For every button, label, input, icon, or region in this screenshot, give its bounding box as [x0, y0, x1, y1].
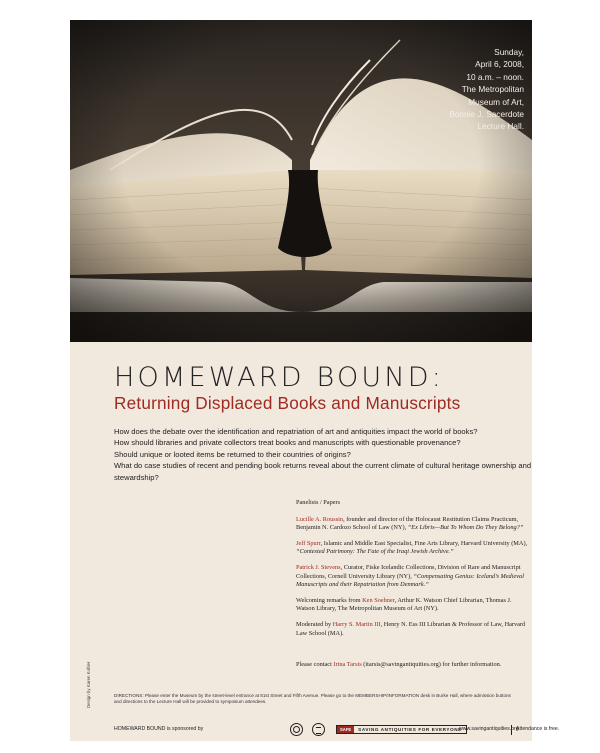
welcome-remarks: [296, 597, 528, 614]
panelist-entry: [296, 564, 528, 590]
question-4: What do case studies of recent and pending book returns reveal about the current climate of cultural heritage ownership and stewardship?: [114, 461, 532, 482]
event-hall-line-1: Bonnie J. Sacerdote: [449, 109, 524, 120]
event-day: Sunday,: [494, 47, 524, 57]
panelist-affiliation: , founder and director of the Holocaust Restitution Claims Practicum, Benjamin N. Cardozo School of Law (NY),: [296, 515, 519, 532]
sponsor-website[interactable]: www.savingantiquities.org: [459, 726, 519, 732]
sponsor-line: [114, 723, 560, 737]
sab-logo-mark: SAFE: [337, 726, 354, 733]
question-1: How does the debate over the identification and repatriation of art and antiquities impact the world of books?: [114, 427, 478, 436]
design-credit: Design by Karen Kohler: [86, 661, 91, 708]
panelist-talk-title: “Ex Libris—But To Whom Do They Belong?”: [407, 524, 524, 532]
event-hall-line-2: Lecture Hall.: [477, 121, 524, 132]
panelist-name: Patrick J. Stevens: [296, 563, 341, 571]
questions-block: [114, 426, 532, 483]
panelist-talk-title: “Contested Patrimony: The Fate of the Iraqi Jewish Archive.”: [296, 548, 454, 556]
contact-details: (itarsis@savingantiquities.org) for further information.: [361, 661, 502, 668]
moderator-prefix: Moderated by: [296, 620, 333, 628]
welcome-speaker-title: , Arthur K. Watson Chief Librarian, Thomas J. Watson Library, The Metropolitan Museum of Art (NY).: [296, 596, 512, 613]
poster-title: HOMEWARD BOUND:: [114, 362, 445, 393]
panel-section: [296, 499, 528, 645]
sponsor-seal-1-icon: [290, 723, 303, 736]
panel-heading: Panelists / Papers: [296, 499, 341, 506]
sponsor-divider: [511, 725, 512, 735]
welcome-prefix: Welcoming remarks from: [296, 596, 363, 604]
event-info: [384, 46, 524, 133]
welcome-speaker-name: Ken Soehner: [362, 596, 395, 604]
poster-subtitle: Returning Displaced Books and Manuscripts: [114, 393, 461, 413]
event-time: 10 a.m. – noon.: [466, 71, 524, 82]
sab-name: SAVING ANTIQUITIES FOR EVERYONE: [358, 727, 462, 732]
directions-text: DIRECTIONS: Please enter the Museum by the street-level entrance at 81st Street and Fifth Avenue. Please go to the MEMBERSHIP/INFORMATION desk in Burke Hall, where admission buttons and directions to the Lecture Hall will be provided to symposium attendees.: [114, 693, 511, 705]
panelist-entry: [296, 540, 528, 557]
sponsor-text: HOMEWARD BOUND is sponsored by: [114, 726, 204, 732]
contact-line: [296, 661, 528, 670]
panelist-name: Jeff Spurr: [296, 539, 321, 547]
open-book-photo: [70, 20, 532, 342]
event-date: April 6, 2008,: [475, 59, 524, 70]
event-venue-line-1: The Metropolitan: [461, 84, 524, 95]
moderator-name: Harry S. Martin III: [332, 620, 381, 628]
panelist-affiliation: , Islamic and Middle East Specialist, Fine Arts Library, Harvard University (MA),: [320, 539, 528, 547]
moderator-entry: [296, 621, 528, 638]
contact-prefix: Please contact: [296, 661, 334, 668]
panelist-entry: [296, 516, 528, 533]
contact-name: Irina Tarsis: [333, 661, 362, 668]
question-3: Should unique or looted items be returned to their countries of origins?: [114, 449, 351, 459]
panelist-talk-title: “Compensating Genius: Iceland’s Medieval Manuscripts and their Repatriation from Denmark.”: [296, 572, 524, 589]
event-venue-line-2: Museum of Art,: [468, 96, 524, 107]
poster: [70, 20, 560, 741]
moderator-title: , Henry N. Ess III Librarian & Professor of Law, Harvard Law School (MA).: [296, 620, 526, 637]
panelist-name: Lucille A. Roussin: [296, 515, 344, 523]
attendance-note: Attendance is free.: [516, 726, 560, 732]
sab-logo-box: [336, 725, 467, 734]
question-2: How should libraries and private collectors treat books and manuscripts with questionable provenance?: [114, 438, 461, 448]
sponsor-seal-2-icon: [312, 723, 325, 736]
panelist-affiliation: , Curator, Fiske Icelandic Collections, Division of Rare and Manuscript Collections, Cornell University Library (NY),: [296, 563, 521, 580]
